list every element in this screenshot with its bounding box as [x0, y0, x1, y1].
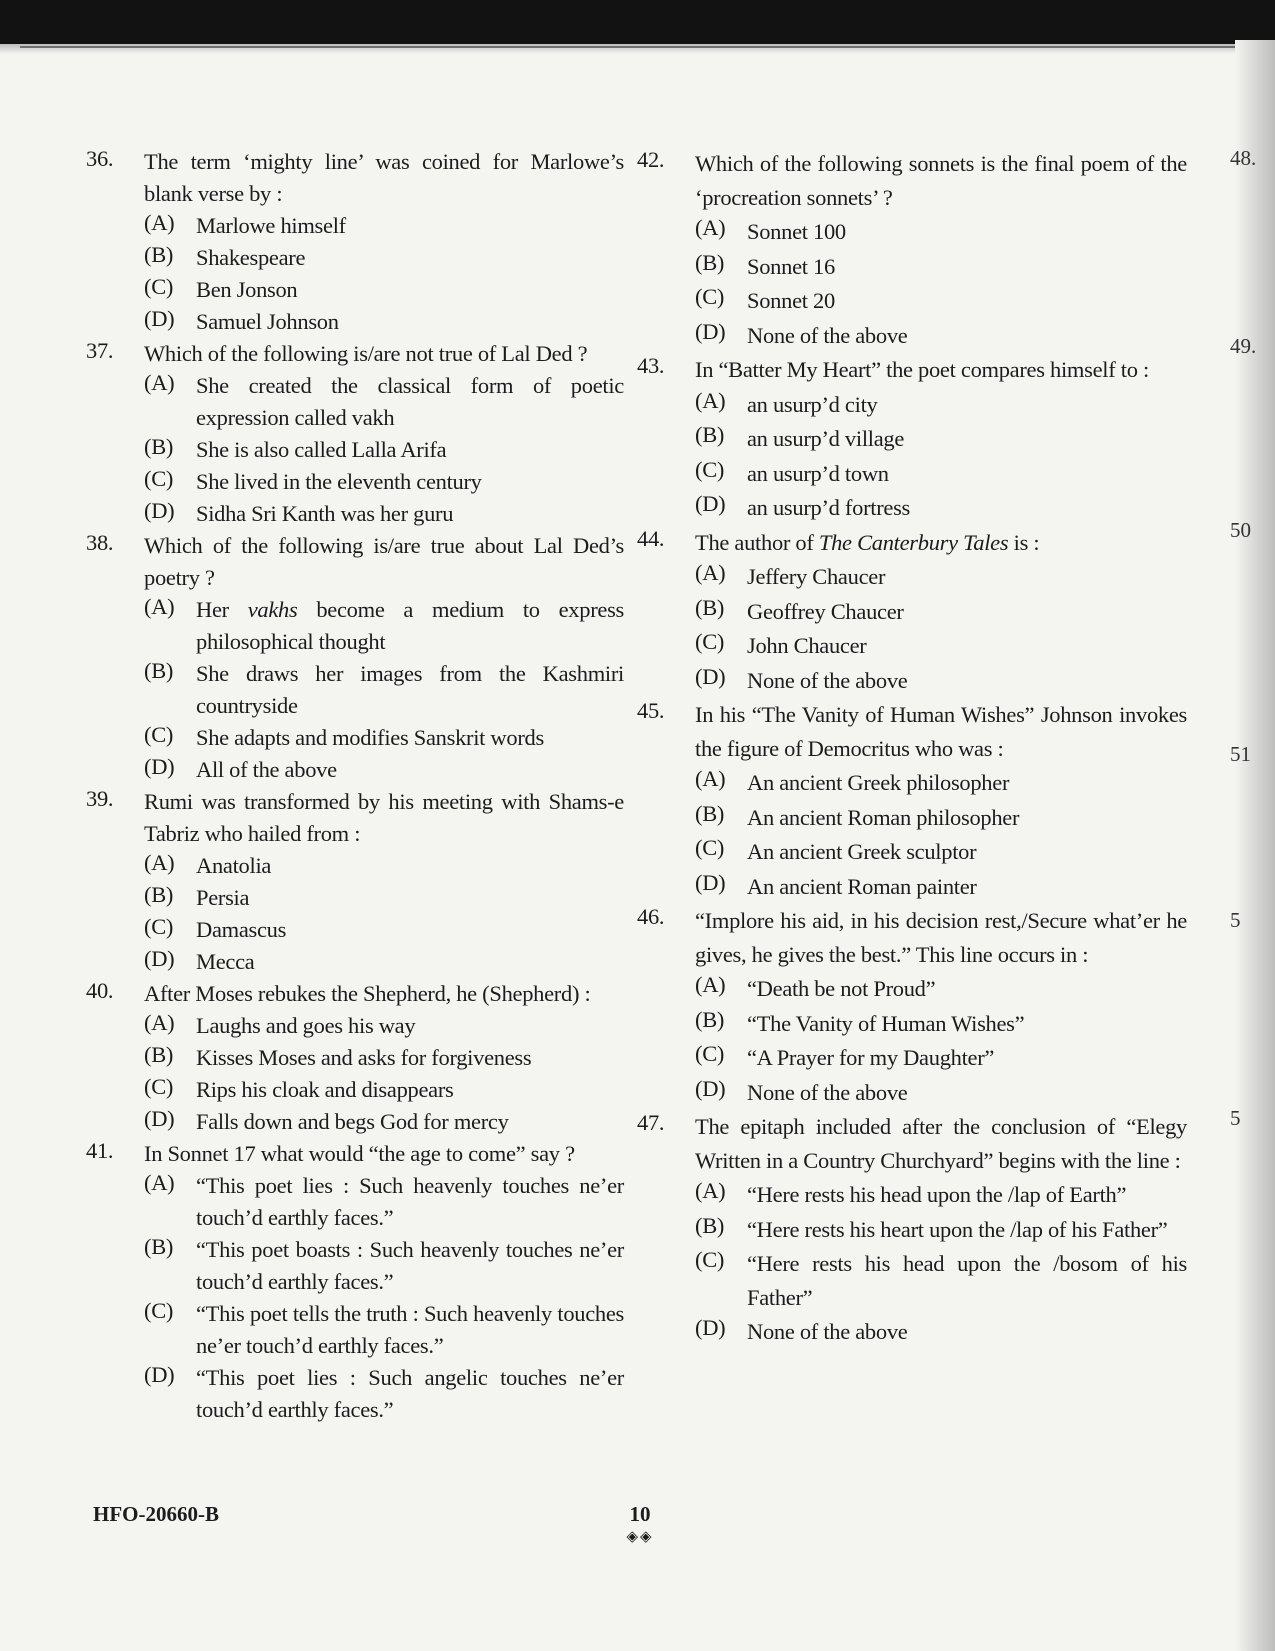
option-text: She created the classical form of poetic expression called vakh	[196, 373, 624, 430]
answer-option	[695, 972, 1187, 1006]
answer-option	[144, 914, 624, 946]
option-letter: (D)	[144, 1362, 175, 1387]
option-text: None of the above	[747, 1079, 908, 1105]
answer-option	[695, 1041, 1187, 1075]
option-letter: (D)	[695, 1315, 726, 1340]
option-letter: (A)	[144, 210, 175, 235]
right-question-column	[637, 146, 1187, 1349]
option-letter: (D)	[144, 754, 175, 779]
question	[86, 1138, 624, 1426]
option-text: “Here rests his head upon the /lap of Earth”	[747, 1182, 1127, 1207]
option-text: “This poet tells the truth : Such heavenly touches ne’er touch’d earthly faces.”	[196, 1301, 624, 1358]
question	[86, 530, 624, 786]
option-letter: (A)	[695, 972, 726, 997]
option-letter: (B)	[144, 882, 174, 907]
answer-option	[144, 1234, 624, 1298]
option-text: “This poet lies : Such heavenly touches ne’er touch’d earthly faces.”	[196, 1173, 624, 1230]
option-text: None of the above	[747, 322, 908, 348]
question-text: Which of the following is/are true about Lal Ded’s poetry ?	[144, 533, 624, 590]
option-letter: (C)	[144, 914, 174, 939]
question-number: 36.	[86, 146, 114, 171]
answer-option	[144, 946, 624, 978]
question-number: 42.	[637, 147, 665, 172]
option-text: Damascus	[196, 917, 287, 942]
question	[637, 698, 1187, 903]
answer-option	[144, 1362, 624, 1426]
option-text: “Here rests his heart upon the /lap of his Father”	[747, 1216, 1168, 1242]
question-text: The author of The Canterbury Tales is :	[695, 529, 1040, 555]
option-text: Ben Jonson	[196, 277, 298, 302]
question-number: 40.	[86, 978, 114, 1003]
option-letter: (A)	[144, 850, 175, 875]
answer-option	[144, 210, 624, 242]
answer-option	[695, 595, 1187, 629]
question	[86, 338, 624, 530]
answer-option	[695, 457, 1187, 491]
option-letter: (A)	[144, 594, 175, 619]
edge-number: 5	[1230, 1106, 1241, 1130]
option-text: She adapts and modifies Sanskrit words	[196, 725, 544, 750]
option-text: “Here rests his head upon the /bosom of his Father”	[747, 1251, 1187, 1310]
option-letter: (A)	[695, 766, 726, 791]
answer-option	[144, 1042, 624, 1074]
question-number: 41.	[86, 1138, 114, 1163]
answer-option	[144, 498, 624, 530]
option-letter: (D)	[144, 1106, 175, 1131]
answer-option	[144, 658, 624, 722]
question-text: The epitaph included after the conclusion of “Elegy Written in a Country Churchyard” begins with the line :	[695, 1114, 1187, 1173]
option-text: an usurp’d town	[747, 460, 889, 486]
option-text: “Death be not Proud”	[747, 976, 936, 1001]
question	[86, 146, 624, 338]
question-text: Which of the following sonnets is the final poem of the ‘procreation sonnets’ ?	[695, 151, 1187, 210]
option-text: Kisses Moses and asks for forgiveness	[196, 1045, 532, 1070]
edge-number: 48.	[1230, 146, 1257, 170]
answer-option	[695, 388, 1187, 422]
option-letter: (A)	[695, 215, 726, 240]
question	[86, 978, 624, 1138]
option-text: Samuel Johnson	[196, 309, 339, 334]
option-letter: (C)	[695, 629, 725, 654]
option-letter: (C)	[695, 1247, 725, 1272]
page-number: 10	[629, 1502, 651, 1526]
question	[637, 353, 1187, 525]
option-text: “A Prayer for my Daughter”	[747, 1045, 995, 1070]
edge-number: 5	[1230, 908, 1241, 932]
option-letter: (D)	[695, 1075, 726, 1101]
edge-number: 50	[1230, 518, 1251, 542]
italic-title: The Canterbury Tales	[818, 529, 1009, 555]
option-letter: (A)	[144, 1170, 175, 1195]
answer-option	[144, 370, 624, 434]
answer-option	[144, 434, 624, 466]
question-text: Which of the following is/are not true of Lal Ded ?	[144, 341, 588, 366]
option-letter: (B)	[144, 434, 174, 459]
question	[637, 526, 1187, 698]
option-text: An ancient Roman philosopher	[747, 804, 1020, 830]
edge-number: 51	[1230, 742, 1251, 766]
option-letter: (C)	[695, 284, 725, 309]
answer-option	[144, 594, 624, 658]
answer-option	[144, 850, 624, 882]
question-text: In his “The Vanity of Human Wishes” Johnson invokes the figure of Democritus who was :	[695, 702, 1187, 761]
option-letter: (D)	[144, 498, 175, 523]
question-text: After Moses rebukes the Shepherd, he (Shepherd) :	[144, 981, 591, 1006]
answer-option	[695, 835, 1187, 869]
page-fold-shadow	[1235, 40, 1275, 1651]
option-letter: (B)	[695, 800, 725, 826]
edge-number: 49.	[1230, 334, 1257, 358]
option-letter: (D)	[144, 946, 175, 971]
page-ornament: ◈◈	[626, 1529, 654, 1545]
option-letter: (C)	[144, 722, 174, 747]
option-letter: (D)	[695, 663, 726, 689]
answer-option	[144, 274, 624, 306]
question-text: The term ‘mighty line’ was coined for Marlowe’s blank verse by :	[144, 149, 624, 206]
paper-code: HFO-20660-B	[93, 1502, 219, 1526]
option-text: an usurp’d fortress	[747, 495, 911, 520]
option-letter: (A)	[695, 1178, 726, 1203]
option-text: Sonnet 20	[747, 288, 835, 313]
answer-option	[695, 250, 1187, 284]
option-text: an usurp’d village	[747, 426, 905, 451]
option-letter: (B)	[144, 658, 174, 683]
option-letter: (B)	[695, 1212, 725, 1238]
option-text: Mecca	[196, 949, 255, 974]
question-number: 45.	[637, 698, 665, 723]
option-text: Sonnet 16	[747, 253, 835, 279]
question	[637, 1110, 1187, 1349]
question-number: 39.	[86, 786, 114, 811]
italic-title: vakhs	[247, 597, 298, 622]
option-letter: (C)	[144, 274, 174, 299]
question-number: 47.	[637, 1110, 665, 1135]
option-text: Rips his cloak and disappears	[196, 1077, 454, 1102]
option-text: an usurp’d city	[747, 391, 878, 417]
option-letter: (B)	[695, 594, 725, 620]
option-text: An ancient Greek philosopher	[747, 770, 1010, 795]
answer-option	[695, 1007, 1187, 1041]
question	[637, 147, 1187, 352]
option-letter: (B)	[695, 1006, 725, 1032]
question	[86, 786, 624, 978]
option-text: Sonnet 100	[747, 219, 846, 244]
option-text: Falls down and begs God for mercy	[196, 1109, 509, 1134]
answer-option	[144, 306, 624, 338]
option-letter: (B)	[144, 1042, 174, 1067]
answer-option	[144, 1170, 624, 1234]
answer-option	[695, 629, 1187, 663]
option-letter: (D)	[695, 318, 726, 344]
answer-option	[695, 1247, 1187, 1314]
question-text: Rumi was transformed by his meeting with Shams-e Tabriz who hailed from :	[144, 789, 624, 846]
answer-option	[695, 801, 1187, 835]
option-letter: (A)	[144, 1010, 175, 1035]
option-letter: (C)	[144, 466, 174, 491]
option-text: Laughs and goes his way	[196, 1013, 416, 1038]
answer-option	[695, 1178, 1187, 1212]
option-text: Shakespeare	[196, 245, 306, 270]
option-letter: (A)	[144, 370, 175, 395]
question-number: 38.	[86, 530, 114, 555]
option-letter: (B)	[144, 242, 174, 267]
answer-option	[695, 664, 1187, 698]
option-text: She draws her images from the Kashmiri countryside	[196, 661, 624, 718]
option-text: None of the above	[747, 667, 908, 693]
option-text: Marlowe himself	[196, 213, 346, 238]
question-text: In Sonnet 17 what would “the age to come” say ?	[144, 1141, 575, 1166]
answer-option	[695, 422, 1187, 456]
answer-option	[695, 1315, 1187, 1349]
header-rule	[20, 46, 1255, 48]
option-letter: (C)	[144, 1074, 174, 1099]
option-letter: (D)	[695, 869, 726, 895]
option-text: Persia	[196, 885, 250, 910]
question-text: In “Batter My Heart” the poet compares himself to :	[695, 357, 1149, 382]
answer-option	[144, 1106, 624, 1138]
option-text: “The Vanity of Human Wishes”	[747, 1010, 1025, 1036]
option-text: Sidha Sri Kanth was her guru	[196, 501, 454, 526]
option-letter: (C)	[144, 1298, 174, 1323]
answer-option	[695, 870, 1187, 904]
answer-option	[144, 1074, 624, 1106]
question-number: 46.	[637, 904, 665, 929]
option-text: An ancient Greek sculptor	[747, 839, 977, 864]
answer-option	[144, 1298, 624, 1362]
option-text: She lived in the eleventh century	[196, 469, 482, 494]
option-text: “This poet lies : Such angelic touches ne’er touch’d earthly faces.”	[196, 1365, 624, 1422]
answer-option	[144, 242, 624, 274]
option-letter: (A)	[695, 560, 726, 585]
option-letter: (B)	[695, 422, 725, 447]
option-letter: (B)	[144, 1234, 174, 1259]
question-text: “Implore his aid, in his decision rest,/Secure what’er he gives, he gives the best.” This line occurs in :	[695, 908, 1187, 967]
option-text: All of the above	[196, 757, 337, 782]
answer-option	[695, 319, 1187, 353]
option-text: Geoffrey Chaucer	[747, 598, 904, 624]
question-number: 37.	[86, 338, 114, 363]
question	[637, 904, 1187, 1109]
question-number: 43.	[637, 353, 665, 378]
answer-option	[144, 882, 624, 914]
option-text: Her vakhs become a medium to express philosophical thought	[196, 597, 624, 654]
answer-option	[695, 491, 1187, 525]
option-text: Jeffery Chaucer	[747, 564, 886, 589]
option-letter: (D)	[695, 491, 726, 516]
answer-option	[695, 766, 1187, 800]
option-text: An ancient Roman painter	[747, 873, 977, 899]
option-letter: (C)	[695, 835, 725, 860]
option-text: John Chaucer	[747, 633, 867, 658]
option-letter: (B)	[695, 249, 725, 275]
option-letter: (A)	[695, 387, 726, 413]
option-letter: (D)	[144, 306, 175, 331]
answer-option	[144, 1010, 624, 1042]
option-text: “This poet boasts : Such heavenly touches ne’er touch’d earthly faces.”	[196, 1237, 624, 1294]
question-number: 44.	[637, 525, 665, 551]
option-text: She is also called Lalla Arifa	[196, 437, 447, 462]
option-letter: (C)	[695, 456, 725, 482]
option-letter: (C)	[695, 1041, 725, 1066]
option-text: Anatolia	[196, 853, 272, 878]
answer-option	[144, 754, 624, 786]
answer-option	[695, 215, 1187, 249]
answer-option	[695, 1076, 1187, 1110]
answer-option	[144, 466, 624, 498]
answer-option	[695, 284, 1187, 318]
option-text: None of the above	[747, 1319, 908, 1344]
left-question-column	[86, 146, 624, 1426]
answer-option	[695, 560, 1187, 594]
answer-option	[144, 722, 624, 754]
answer-option	[695, 1213, 1187, 1247]
scan-top-edge	[0, 0, 1275, 44]
